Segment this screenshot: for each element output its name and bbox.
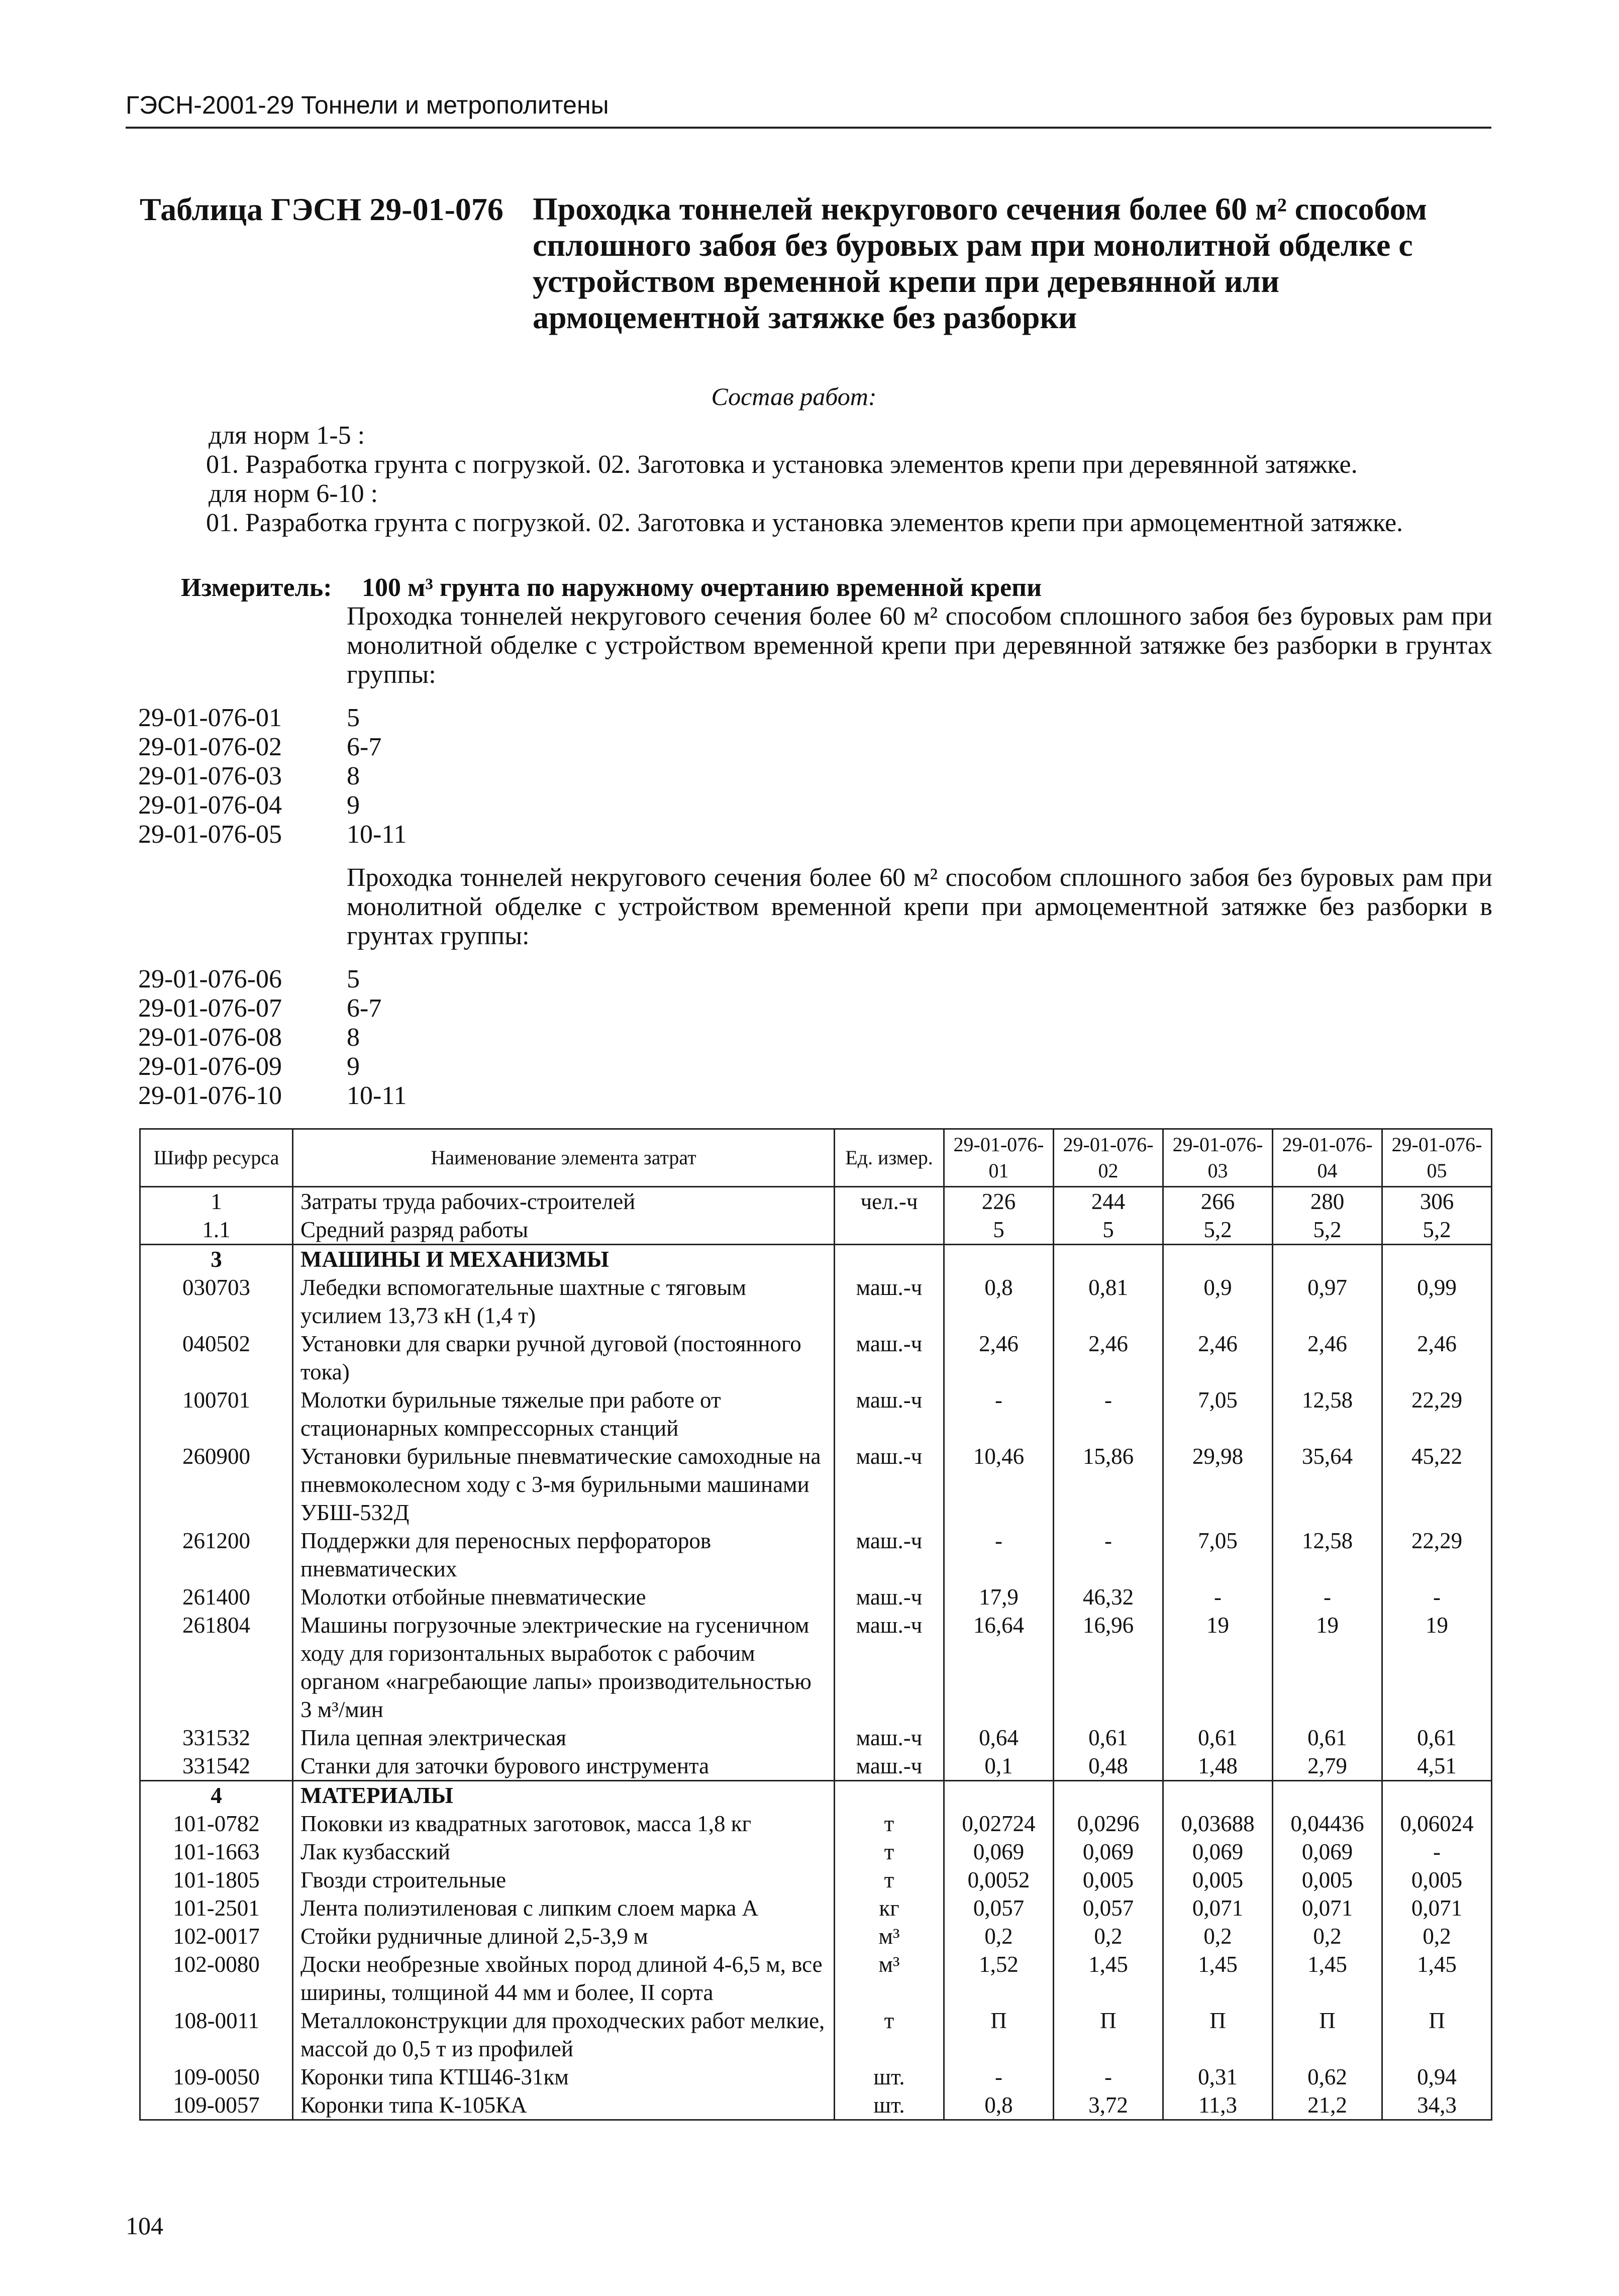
norm-value: 3,72 bbox=[1054, 2091, 1163, 2120]
resource-code: 040502 bbox=[140, 1330, 293, 1386]
norm-value: 0,057 bbox=[1054, 1894, 1163, 1922]
table-row bbox=[140, 1386, 1492, 1442]
norm-value: 0,005 bbox=[1163, 1866, 1273, 1894]
norm-value: 22,29 bbox=[1382, 1386, 1492, 1442]
norm-value: 2,46 bbox=[1163, 1330, 1273, 1386]
norm-value: 1,45 bbox=[1054, 1950, 1163, 2007]
norm-value: 5 bbox=[1054, 1216, 1163, 1245]
norm-value: - bbox=[944, 1527, 1054, 1583]
norm-code-row bbox=[138, 1023, 497, 1052]
column-header: 29-01-076-02 bbox=[1054, 1129, 1163, 1187]
norm-code-row bbox=[138, 791, 497, 820]
resource-name: Доски необрезные хвойных пород длиной 4-6,5 м, все ширины, толщиной 44 мм и более, II сорта bbox=[293, 1950, 835, 2007]
norm-code: 29-01-076-03 bbox=[138, 762, 282, 790]
resource-code: 109-0057 bbox=[140, 2091, 293, 2120]
soil-group: 8 bbox=[347, 1023, 360, 1052]
norm-value: 19 bbox=[1273, 1611, 1382, 1724]
table-title-text: Проходка тоннелей некругового сечения более 60 м² способом сплошного забоя без буровых рам при монолитной обделке с устройством временной крепи при деревянной или армоцементной затяжке без разборки bbox=[533, 191, 1427, 335]
norm-value: 0,03688 bbox=[1163, 1810, 1273, 1838]
norm-value: 0,81 bbox=[1054, 1273, 1163, 1330]
norm-value: 0,2 bbox=[1054, 1922, 1163, 1950]
table-row bbox=[140, 1583, 1492, 1611]
soil-group: 5 bbox=[347, 704, 360, 732]
norm-value: П bbox=[944, 2007, 1054, 2063]
resource-name: Установки бурильные пневматические самоходные на пневмоколесном ходу с 3-мя бурильными машинами УБШ-532Д bbox=[293, 1442, 835, 1527]
norm-value bbox=[1382, 1245, 1492, 1274]
norm-value: - bbox=[1273, 1583, 1382, 1611]
table-row bbox=[140, 1838, 1492, 1866]
norm-value: 5,2 bbox=[1382, 1216, 1492, 1245]
resource-name: Средний разряд работы bbox=[293, 1216, 835, 1245]
norm-value: 0,069 bbox=[1163, 1838, 1273, 1866]
norm-value: 5,2 bbox=[1163, 1216, 1273, 1245]
norm-value: 0,005 bbox=[1382, 1866, 1492, 1894]
norm-value: 15,86 bbox=[1054, 1442, 1163, 1527]
section-name: МАШИНЫ И МЕХАНИЗМЫ bbox=[293, 1245, 835, 1274]
resource-name: Пила цепная электрическая bbox=[293, 1724, 835, 1752]
unit: маш.-ч bbox=[835, 1442, 944, 1527]
resource-code: 261200 bbox=[140, 1527, 293, 1583]
norm-value bbox=[1054, 1781, 1163, 1810]
norm-value bbox=[1273, 1245, 1382, 1274]
table-row bbox=[140, 1752, 1492, 1781]
norm-code-row bbox=[138, 994, 497, 1023]
norm-value: 0,61 bbox=[1382, 1724, 1492, 1752]
norm-value: 16,64 bbox=[944, 1611, 1054, 1724]
resource-name: Стойки рудничные длиной 2,5-3,9 м bbox=[293, 1922, 835, 1950]
norm-value: - bbox=[1163, 1583, 1273, 1611]
norm-value: 0,069 bbox=[944, 1838, 1054, 1866]
resource-name: Лебедки вспомогательные шахтные с тяговым усилием 13,73 кН (1,4 т) bbox=[293, 1273, 835, 1330]
resource-code: 331542 bbox=[140, 1752, 293, 1781]
norm-value: 17,9 bbox=[944, 1583, 1054, 1611]
norm-value: 0,2 bbox=[1273, 1922, 1382, 1950]
norm-value: 1,45 bbox=[1273, 1950, 1382, 2007]
norm-value: 0,64 bbox=[944, 1724, 1054, 1752]
norm-value: 0,02724 bbox=[944, 1810, 1054, 1838]
unit: чел.-ч bbox=[835, 1187, 944, 1216]
norm-value: 5 bbox=[944, 1216, 1054, 1245]
soil-group: 9 bbox=[347, 1052, 360, 1081]
norm-value: 0,62 bbox=[1273, 2063, 1382, 2091]
norm-code-row bbox=[138, 820, 497, 849]
unit: маш.-ч bbox=[835, 1273, 944, 1330]
composition-group2-text: 01. Разработка грунта с погрузкой. 02. Заготовка и установка элементов крепи при армоцементной затяжке. bbox=[206, 509, 1403, 537]
norm-value: 0,8 bbox=[944, 1273, 1054, 1330]
norm-value: 0,057 bbox=[944, 1894, 1054, 1922]
column-header: Наименование элемента затрат bbox=[293, 1129, 835, 1187]
norm-value: 0,04436 bbox=[1273, 1810, 1382, 1838]
page-number: 104 bbox=[126, 2212, 163, 2240]
resource-code: 100701 bbox=[140, 1386, 293, 1442]
norm-code-row bbox=[138, 1081, 497, 1111]
norm-code: 29-01-076-05 bbox=[138, 820, 282, 849]
norm-value: 0,071 bbox=[1382, 1894, 1492, 1922]
norm-code: 29-01-076-10 bbox=[138, 1081, 282, 1110]
unit: маш.-ч bbox=[835, 1611, 944, 1724]
unit: кг bbox=[835, 1894, 944, 1922]
resource-name: Молотки бурильные тяжелые при работе от стационарных компрессорных станций bbox=[293, 1386, 835, 1442]
norm-value: 2,46 bbox=[1273, 1330, 1382, 1386]
norm-value: 0,005 bbox=[1054, 1866, 1163, 1894]
resource-code: 102-0017 bbox=[140, 1922, 293, 1950]
norm-value: 2,46 bbox=[1054, 1330, 1163, 1386]
resource-code: 102-0080 bbox=[140, 1950, 293, 2007]
norm-value: 29,98 bbox=[1163, 1442, 1273, 1527]
norm-code-row bbox=[138, 704, 497, 733]
norm-value: 7,05 bbox=[1163, 1386, 1273, 1442]
table-row bbox=[140, 1442, 1492, 1527]
soil-group: 10-11 bbox=[347, 1081, 407, 1110]
soil-group: 6-7 bbox=[347, 994, 382, 1023]
table-row bbox=[140, 2091, 1492, 2120]
table-row bbox=[140, 2063, 1492, 2091]
unit: м³ bbox=[835, 1950, 944, 2007]
table-title-label: Таблица ГЭСН 29-01-076 bbox=[140, 191, 503, 227]
norm-value: 244 bbox=[1054, 1187, 1163, 1216]
norm-value: 0,2 bbox=[944, 1922, 1054, 1950]
norms-intro-2: Проходка тоннелей некругового сечения более 60 м² способом сплошного забоя без буровых рам при монолитной обделке с устройством временной крепи при армоцементной затяжке без разборки в грунтах группы: bbox=[347, 863, 1492, 950]
norm-code: 29-01-076-04 bbox=[138, 791, 282, 820]
resource-name: Коронки типа КТШ46-31км bbox=[293, 2063, 835, 2091]
norm-code: 29-01-076-02 bbox=[138, 733, 282, 761]
table-row bbox=[140, 1950, 1492, 2007]
norm-value: - bbox=[1054, 1386, 1163, 1442]
norm-value: 0,069 bbox=[1054, 1838, 1163, 1866]
table-row bbox=[140, 1527, 1492, 1583]
section-row bbox=[140, 1781, 1492, 1810]
column-header: 29-01-076-01 bbox=[944, 1129, 1054, 1187]
norm-value: 22,29 bbox=[1382, 1527, 1492, 1583]
meter-label: Измеритель: bbox=[181, 573, 332, 602]
norm-value: - bbox=[1054, 2063, 1163, 2091]
norm-value: 1,45 bbox=[1382, 1950, 1492, 2007]
norm-value bbox=[944, 1781, 1054, 1810]
unit bbox=[835, 1216, 944, 1245]
norm-value bbox=[1163, 1245, 1273, 1274]
table-row bbox=[140, 1216, 1492, 1245]
norm-value: 0,1 bbox=[944, 1752, 1054, 1781]
norm-value: 306 bbox=[1382, 1187, 1492, 1216]
soil-group: 6-7 bbox=[347, 733, 382, 761]
norm-value: 2,79 bbox=[1273, 1752, 1382, 1781]
resource-code: 030703 bbox=[140, 1273, 293, 1330]
soil-group: 8 bbox=[347, 762, 360, 790]
norm-value: 0,005 bbox=[1273, 1866, 1382, 1894]
soil-group: 9 bbox=[347, 791, 360, 820]
unit: шт. bbox=[835, 2091, 944, 2120]
unit bbox=[835, 1245, 944, 1274]
norm-value: 0,9 bbox=[1163, 1273, 1273, 1330]
norm-value: 16,96 bbox=[1054, 1611, 1163, 1724]
norm-code: 29-01-076-06 bbox=[138, 965, 282, 993]
unit: шт. bbox=[835, 2063, 944, 2091]
norm-code: 29-01-076-01 bbox=[138, 704, 282, 732]
norm-code: 29-01-076-09 bbox=[138, 1052, 282, 1081]
unit: маш.-ч bbox=[835, 1724, 944, 1752]
norm-value: 1,45 bbox=[1163, 1950, 1273, 2007]
table-row bbox=[140, 1866, 1492, 1894]
norms-list-2 bbox=[138, 965, 497, 1111]
unit: т bbox=[835, 2007, 944, 2063]
resource-code: 101-0782 bbox=[140, 1810, 293, 1838]
unit: маш.-ч bbox=[835, 1386, 944, 1442]
resource-name: Коронки типа К-105КА bbox=[293, 2091, 835, 2120]
resource-table bbox=[139, 1128, 1492, 2121]
resource-code: 1.1 bbox=[140, 1216, 293, 1245]
unit: маш.-ч bbox=[835, 1752, 944, 1781]
norm-value: П bbox=[1382, 2007, 1492, 2063]
table-row bbox=[140, 1330, 1492, 1386]
column-header: 29-01-076-03 bbox=[1163, 1129, 1273, 1187]
norm-value: 0,61 bbox=[1054, 1724, 1163, 1752]
norm-value: 5,2 bbox=[1273, 1216, 1382, 1245]
norm-code-row bbox=[138, 965, 497, 994]
norm-value: 0,071 bbox=[1273, 1894, 1382, 1922]
resource-name: Лента полиэтиленовая с липким слоем марка А bbox=[293, 1894, 835, 1922]
column-header: Ед. измер. bbox=[835, 1129, 944, 1187]
composition-group2-label: для норм 6-10 : bbox=[209, 479, 378, 508]
resource-name: Станки для заточки бурового инструмента bbox=[293, 1752, 835, 1781]
norm-value: 0,31 bbox=[1163, 2063, 1273, 2091]
norm-value: 12,58 bbox=[1273, 1527, 1382, 1583]
norm-value: П bbox=[1054, 2007, 1163, 2063]
norm-value: - bbox=[1054, 1527, 1163, 1583]
norm-value: 21,2 bbox=[1273, 2091, 1382, 2120]
resource-code: 101-1805 bbox=[140, 1866, 293, 1894]
resource-code: 331532 bbox=[140, 1724, 293, 1752]
norm-value: 35,64 bbox=[1273, 1442, 1382, 1527]
soil-group: 5 bbox=[347, 965, 360, 993]
norm-value: 11,3 bbox=[1163, 2091, 1273, 2120]
norm-value: 1,48 bbox=[1163, 1752, 1273, 1781]
norm-value: - bbox=[944, 1386, 1054, 1442]
norm-value bbox=[1273, 1781, 1382, 1810]
soil-group: 10-11 bbox=[347, 820, 407, 849]
norm-value: 0,48 bbox=[1054, 1752, 1163, 1781]
norm-value: 2,46 bbox=[1382, 1330, 1492, 1386]
norm-value: 19 bbox=[1163, 1611, 1273, 1724]
table-row bbox=[140, 1611, 1492, 1724]
table-row bbox=[140, 1810, 1492, 1838]
norm-value: 12,58 bbox=[1273, 1386, 1382, 1442]
resource-code: 101-1663 bbox=[140, 1838, 293, 1866]
column-header: Шифр ресурса bbox=[140, 1129, 293, 1187]
unit: м³ bbox=[835, 1922, 944, 1950]
norm-value: 0,61 bbox=[1163, 1724, 1273, 1752]
norms-intro-1: Проходка тоннелей некругового сечения более 60 м² способом сплошного забоя без буровых рам при монолитной обделке с устройством временной крепи при деревянной затяжке без разборки в грунтах группы: bbox=[347, 602, 1492, 689]
norm-value bbox=[1163, 1781, 1273, 1810]
column-header: 29-01-076-05 bbox=[1382, 1129, 1492, 1187]
norm-value: 0,06024 bbox=[1382, 1810, 1492, 1838]
resource-code: 108-0011 bbox=[140, 2007, 293, 2063]
norm-value: 0,8 bbox=[944, 2091, 1054, 2120]
norm-value: 0,2 bbox=[1382, 1922, 1492, 1950]
norm-value: 0,071 bbox=[1163, 1894, 1273, 1922]
norm-value: 0,97 bbox=[1273, 1273, 1382, 1330]
norm-value: П bbox=[1273, 2007, 1382, 2063]
norm-value: 280 bbox=[1273, 1187, 1382, 1216]
unit bbox=[835, 1781, 944, 1810]
norm-code-row bbox=[138, 1052, 497, 1081]
norm-value: 0,0052 bbox=[944, 1866, 1054, 1894]
unit: т bbox=[835, 1866, 944, 1894]
unit: маш.-ч bbox=[835, 1330, 944, 1386]
norm-value bbox=[944, 1245, 1054, 1274]
norm-value: 0,61 bbox=[1273, 1724, 1382, 1752]
unit: т bbox=[835, 1838, 944, 1866]
resource-name: Затраты труда рабочих-строителей bbox=[293, 1187, 835, 1216]
table-row bbox=[140, 1724, 1492, 1752]
resource-name: Машины погрузочные электрические на гусеничном ходу для горизонтальных выработок с рабочим органом «нагребающие лапы» производительностью 3 м³/мин bbox=[293, 1611, 835, 1724]
section-code: 3 bbox=[140, 1245, 293, 1274]
norm-value bbox=[1382, 1781, 1492, 1810]
composition-heading: Состав работ: bbox=[711, 382, 877, 411]
norm-value bbox=[1054, 1245, 1163, 1274]
norm-value: 266 bbox=[1163, 1187, 1273, 1216]
norm-value: 46,32 bbox=[1054, 1583, 1163, 1611]
resource-name: Поковки из квадратных заготовок, масса 1,8 кг bbox=[293, 1810, 835, 1838]
norm-value: П bbox=[1163, 2007, 1273, 2063]
norm-code: 29-01-076-08 bbox=[138, 1023, 282, 1052]
resource-code: 1 bbox=[140, 1187, 293, 1216]
norm-value: 0,94 bbox=[1382, 2063, 1492, 2091]
norm-value: 0,2 bbox=[1163, 1922, 1273, 1950]
resource-name: Гвозди строительные bbox=[293, 1866, 835, 1894]
header-rule bbox=[126, 127, 1491, 129]
norm-code-row bbox=[138, 733, 497, 762]
norm-value: 19 bbox=[1382, 1611, 1492, 1724]
norm-value: 226 bbox=[944, 1187, 1054, 1216]
section-code: 4 bbox=[140, 1781, 293, 1810]
resource-code: 261400 bbox=[140, 1583, 293, 1611]
norm-value: 10,46 bbox=[944, 1442, 1054, 1527]
composition-group1-text: 01. Разработка грунта с погрузкой. 02. Заготовка и установка элементов крепи при деревянной затяжке. bbox=[206, 450, 1358, 479]
resource-name: Металлоконструкции для проходческих работ мелкие, массой до 0,5 т из профилей bbox=[293, 2007, 835, 2063]
norm-value: 34,3 bbox=[1382, 2091, 1492, 2120]
table-row bbox=[140, 1187, 1492, 1216]
composition-group1-label: для норм 1-5 : bbox=[209, 421, 365, 450]
norm-value: 0,0296 bbox=[1054, 1810, 1163, 1838]
column-header: 29-01-076-04 bbox=[1273, 1129, 1382, 1187]
norm-value: 45,22 bbox=[1382, 1442, 1492, 1527]
resource-name: Молотки отбойные пневматические bbox=[293, 1583, 835, 1611]
resource-code: 260900 bbox=[140, 1442, 293, 1527]
table-row bbox=[140, 1922, 1492, 1950]
resource-code: 261804 bbox=[140, 1611, 293, 1724]
norm-value: 7,05 bbox=[1163, 1527, 1273, 1583]
section-name: МАТЕРИАЛЫ bbox=[293, 1781, 835, 1810]
norm-code-row bbox=[138, 762, 497, 791]
resource-code: 109-0050 bbox=[140, 2063, 293, 2091]
resource-name: Поддержки для переносных перфораторов пневматических bbox=[293, 1527, 835, 1583]
unit: маш.-ч bbox=[835, 1527, 944, 1583]
table-row bbox=[140, 2007, 1492, 2063]
norm-value: 0,069 bbox=[1273, 1838, 1382, 1866]
norm-value: 4,51 bbox=[1382, 1752, 1492, 1781]
norm-value: - bbox=[1382, 1838, 1492, 1866]
meter-text: 100 м³ грунта по наружному очертанию временной крепи bbox=[362, 573, 1042, 602]
resource-code: 101-2501 bbox=[140, 1894, 293, 1922]
unit: маш.-ч bbox=[835, 1583, 944, 1611]
norm-value: 2,46 bbox=[944, 1330, 1054, 1386]
norm-value: - bbox=[944, 2063, 1054, 2091]
section-row bbox=[140, 1245, 1492, 1274]
table-header-row bbox=[140, 1129, 1492, 1187]
resource-name: Лак кузбасский bbox=[293, 1838, 835, 1866]
norm-value: 0,99 bbox=[1382, 1273, 1492, 1330]
unit: т bbox=[835, 1810, 944, 1838]
norm-value: 1,52 bbox=[944, 1950, 1054, 2007]
norm-code: 29-01-076-07 bbox=[138, 994, 282, 1023]
table-row bbox=[140, 1273, 1492, 1330]
table-row bbox=[140, 1894, 1492, 1922]
running-header: ГЭСН-2001-29 Тоннели и метрополитены bbox=[126, 91, 609, 119]
resource-name: Установки для сварки ручной дуговой (постоянного тока) bbox=[293, 1330, 835, 1386]
norms-list-1 bbox=[138, 704, 497, 849]
norm-value: - bbox=[1382, 1583, 1492, 1611]
